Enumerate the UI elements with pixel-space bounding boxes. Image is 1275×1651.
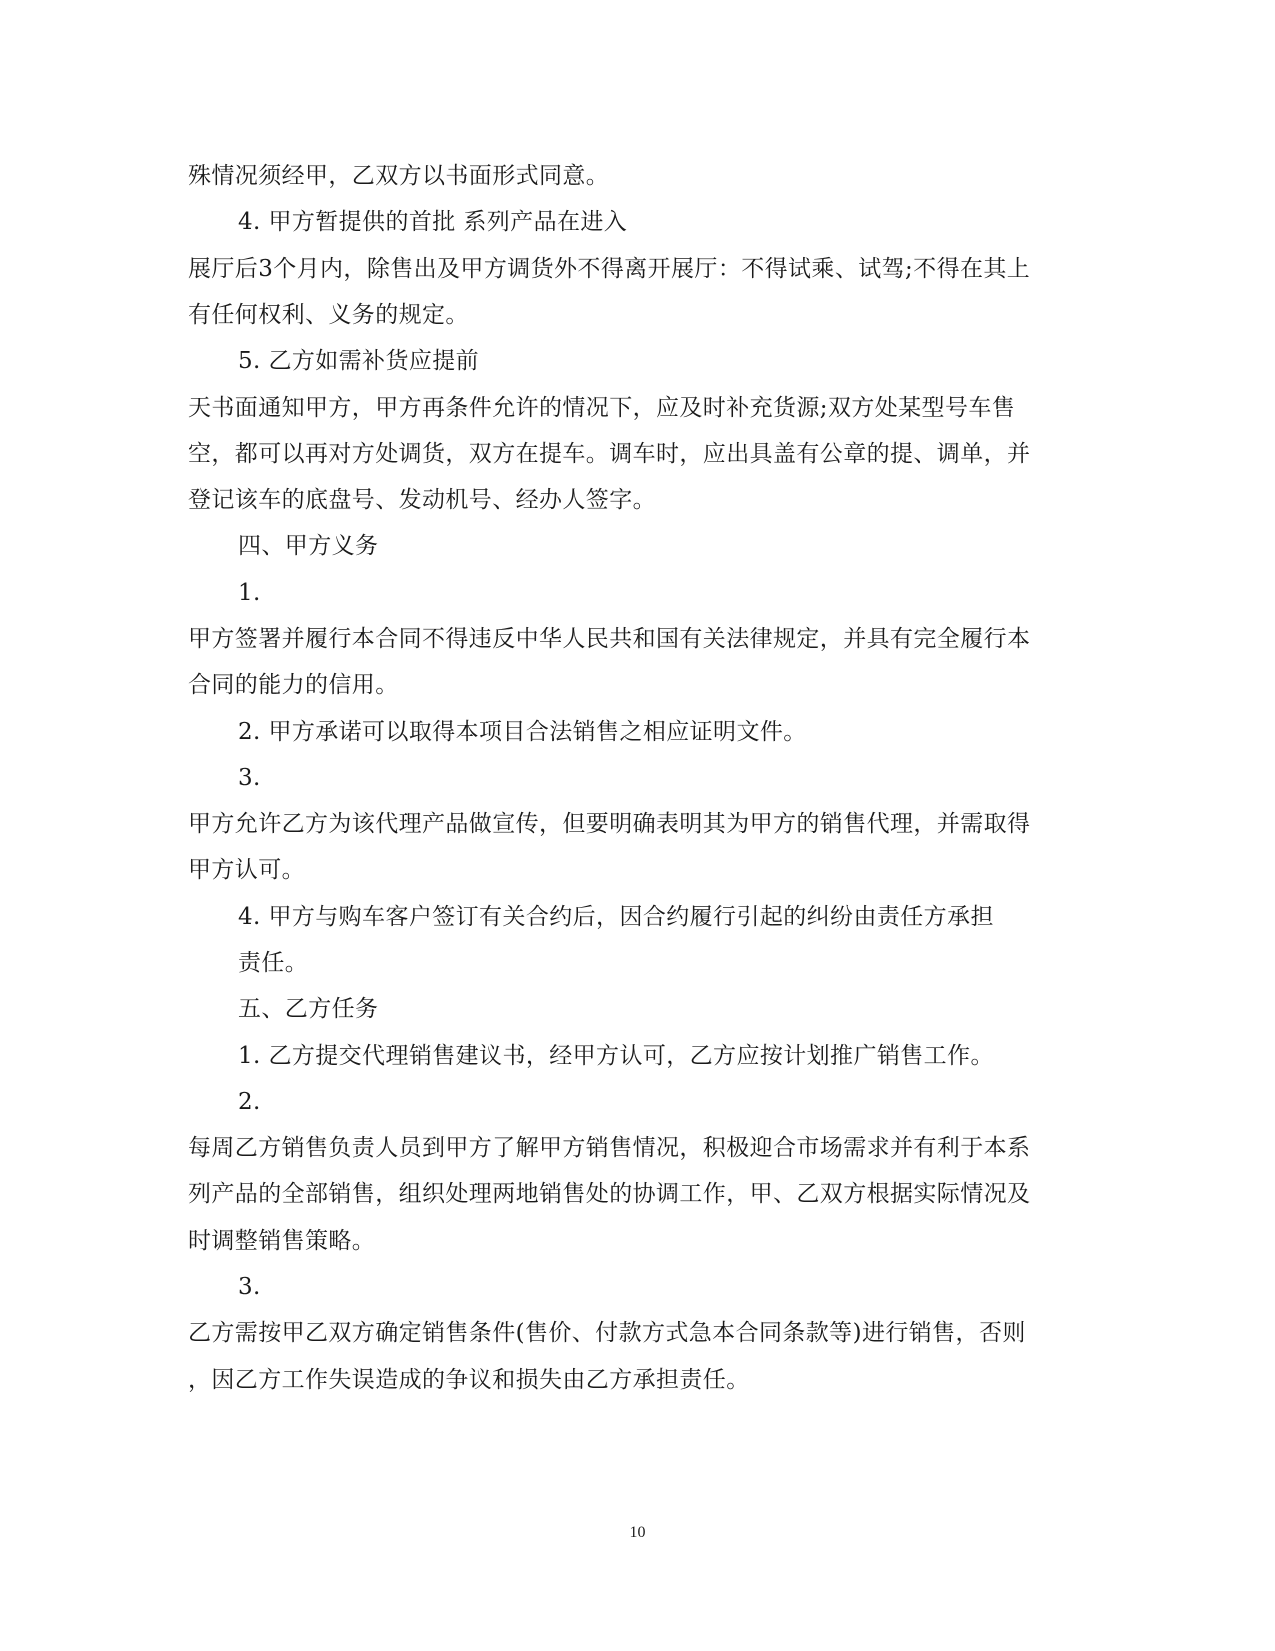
text-line: 合同的能力的信用。 — [188, 672, 399, 698]
text-line: 甲方认可。 — [188, 857, 305, 883]
text-line: 2. 甲方承诺可以取得本项目合法销售之相应证明文件。 — [238, 719, 807, 745]
text-line: 殊情况须经甲，乙双方以书面形式同意。 — [188, 163, 610, 189]
text-line: 3. — [238, 1274, 261, 1300]
text-line: 5. 乙方如需补货应提前 — [238, 348, 480, 374]
section-heading: 五、乙方任务 — [238, 996, 379, 1022]
text-line: 空，都可以再对方处调货，双方在提车。调车时，应出具盖有公章的提、调单，并 — [188, 441, 1031, 467]
text-line: 登记该车的底盘号、发动机号、经办人签字。 — [188, 487, 656, 513]
text-line: 乙方需按甲乙双方确定销售条件(售价、付款方式急本合同条款等)进行销售，否则 — [188, 1320, 1026, 1346]
text-line: 天书面通知甲方，甲方再条件允许的情况下，应及时补充货源;双方处某型号车售 — [188, 395, 1016, 421]
text-line: 时调整销售策略。 — [188, 1228, 376, 1254]
page-number: 10 — [629, 1524, 646, 1541]
text-line: 责任。 — [238, 950, 309, 976]
text-line: 列产品的全部销售，组织处理两地销售处的协调工作，甲、乙双方根据实际情况及 — [188, 1181, 1031, 1207]
text-line: 4. 甲方与购车客户签订有关合约后，因合约履行引起的纠纷由责任方承担 — [238, 904, 994, 930]
text-line: 1. — [238, 580, 261, 606]
text-line: 3. — [238, 765, 261, 791]
text-line: 甲方允许乙方为该代理产品做宣传，但要明确表明其为甲方的销售代理，并需取得 — [188, 811, 1031, 837]
text-line: 4. 甲方暂提供的首批 系列产品在进入 — [238, 209, 628, 235]
text-line: 有任何权利、义务的规定。 — [188, 302, 469, 328]
text-line: 2. — [238, 1089, 261, 1115]
section-heading: 四、甲方义务 — [238, 533, 379, 559]
text-line: 甲方签署并履行本合同不得违反中华人民共和国有关法律规定，并具有完全履行本 — [188, 626, 1031, 652]
text-line: 1. 乙方提交代理销售建议书，经甲方认可，乙方应按计划推广销售工作。 — [238, 1043, 994, 1069]
text-line: 每周乙方销售负责人员到甲方了解甲方销售情况，积极迎合市场需求并有利于本系 — [188, 1135, 1031, 1161]
text-line: 展厅后3个月内，除售出及甲方调货外不得离开展厅：不得试乘、试驾;不得在其上 — [188, 256, 1031, 282]
text-line: ，因乙方工作失误造成的争议和损失由乙方承担责任。 — [188, 1367, 750, 1393]
